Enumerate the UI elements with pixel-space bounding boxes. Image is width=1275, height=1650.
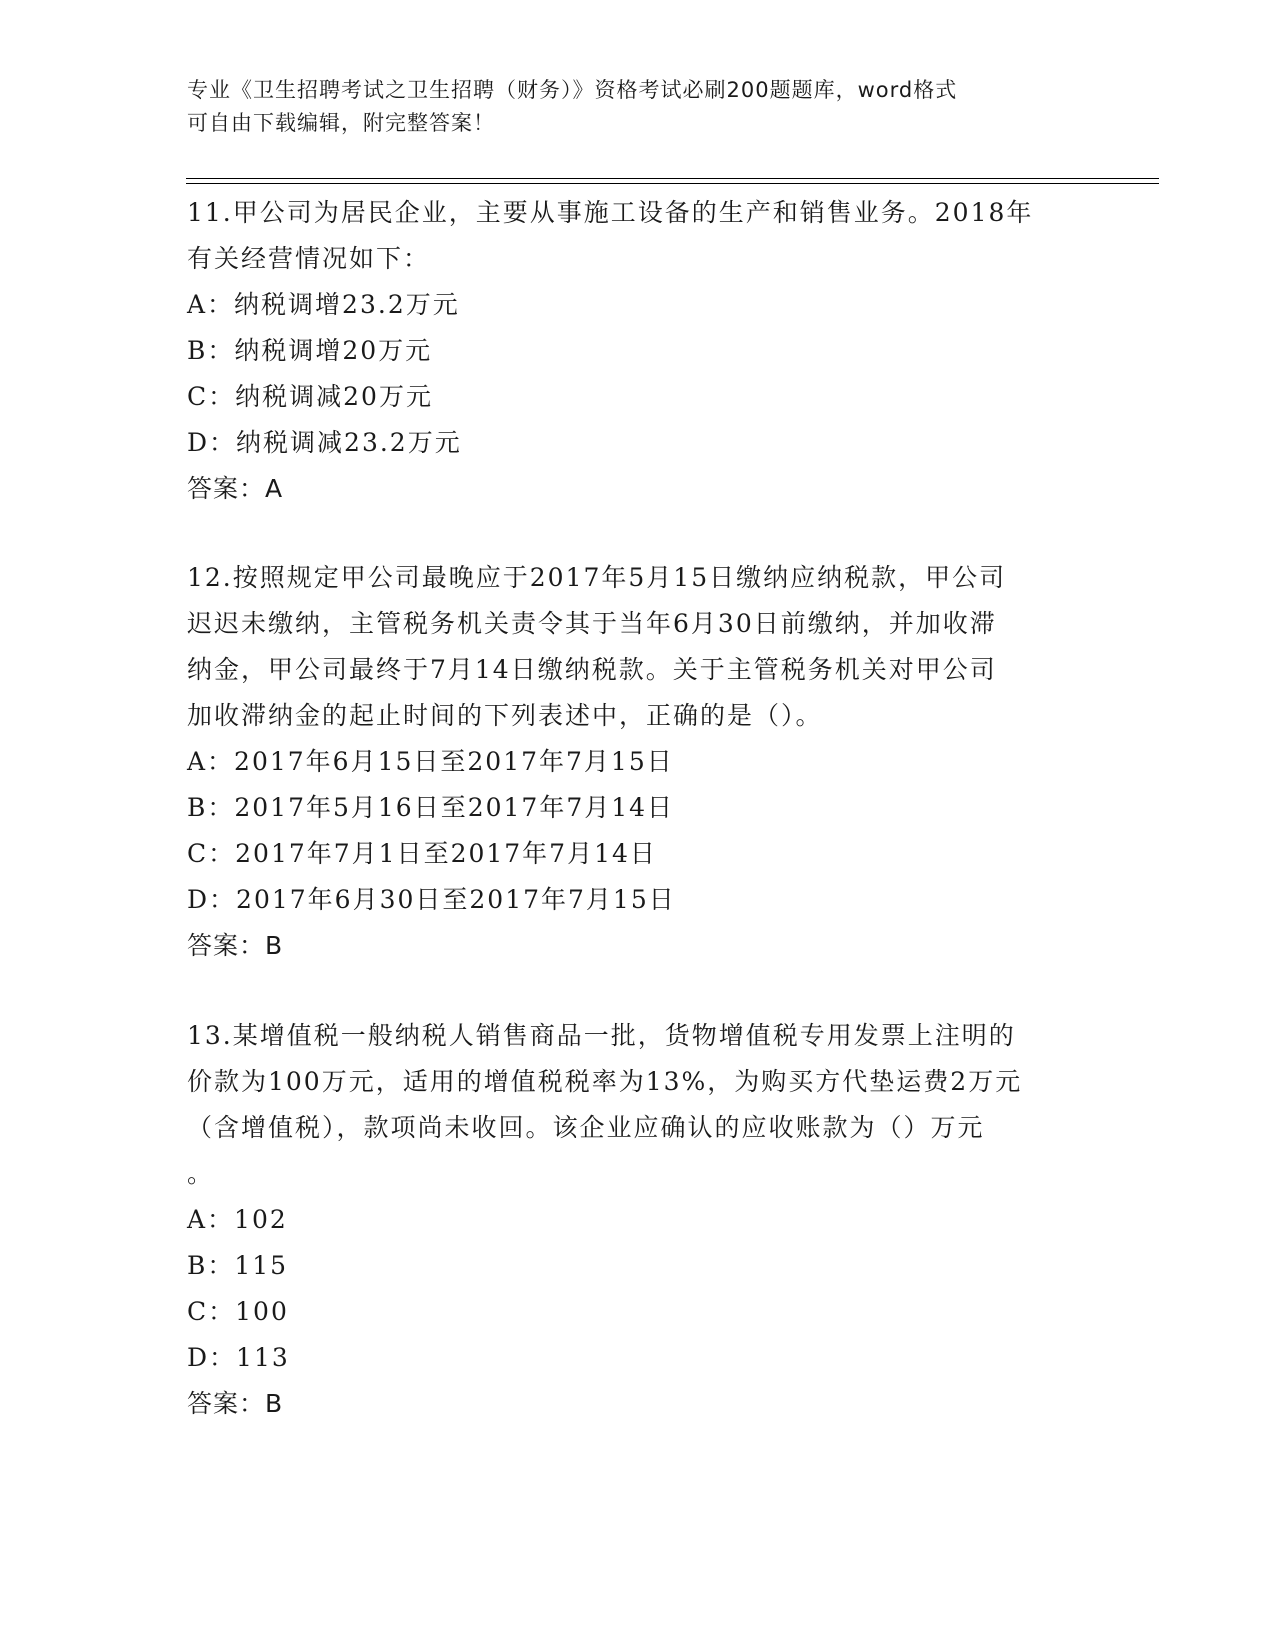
option-a: A：102	[187, 1205, 288, 1234]
question-stem-line: 13.某增值税一般纳税人销售商品一批，货物增值税专用发票上注明的	[187, 1021, 1016, 1050]
answer-line: 答案：B	[187, 931, 284, 960]
question-stem-line: 价款为100万元，适用的增值税税率为13%，为购买方代垫运费2万元	[187, 1067, 1023, 1096]
question-12	[187, 555, 1087, 969]
question-13	[187, 1013, 1087, 1427]
header-rule-bottom	[186, 183, 1159, 184]
option-c: C：纳税调减20万元	[187, 382, 433, 411]
option-b: B：纳税调增20万元	[187, 336, 433, 365]
header-rule-top	[186, 178, 1159, 179]
question-stem-line: 迟迟未缴纳，主管税务机关责令其于当年6月30日前缴纳，并加收滞	[187, 609, 997, 638]
header-line-1: 专业《卫生招聘考试之卫生招聘（财务）》资格考试必刷200题题库，word格式	[187, 78, 958, 102]
question-stem-line: 纳金，甲公司最终于7月14日缴纳税款。关于主管税务机关对甲公司	[187, 655, 997, 684]
answer-line: 答案：B	[187, 1389, 284, 1418]
question-stem-line: 。	[187, 1159, 215, 1188]
option-d: D：113	[187, 1343, 290, 1372]
option-c: C：2017年7月1日至2017年7月14日	[187, 839, 657, 868]
header-line-2: 可自由下载编辑，附完整答案！	[187, 111, 495, 135]
answer-line: 答案：A	[187, 474, 284, 503]
option-a: A：纳税调增23.2万元	[187, 290, 460, 319]
option-d: D：纳税调减23.2万元	[187, 428, 462, 457]
question-stem-line: 12.按照规定甲公司最晚应于2017年5月15日缴纳应纳税款，甲公司	[187, 563, 1007, 592]
option-b: B：2017年5月16日至2017年7月14日	[187, 793, 675, 822]
question-stem-line: 11.甲公司为居民企业，主要从事施工设备的生产和销售业务。2018年	[187, 198, 1034, 227]
option-a: A：2017年6月15日至2017年7月15日	[187, 747, 674, 776]
question-11	[187, 190, 1087, 512]
question-stem-line: （含增值税），款项尚未收回。该企业应确认的应收账款为（）万元	[187, 1113, 985, 1142]
document-header	[187, 74, 1077, 140]
question-stem-line: 有关经营情况如下：	[187, 244, 431, 273]
question-stem-line: 加收滞纳金的起止时间的下列表述中，正确的是（）。	[187, 701, 823, 730]
option-c: C：100	[187, 1297, 289, 1326]
option-d: D：2017年6月30日至2017年7月15日	[187, 885, 676, 914]
option-b: B：115	[187, 1251, 289, 1280]
